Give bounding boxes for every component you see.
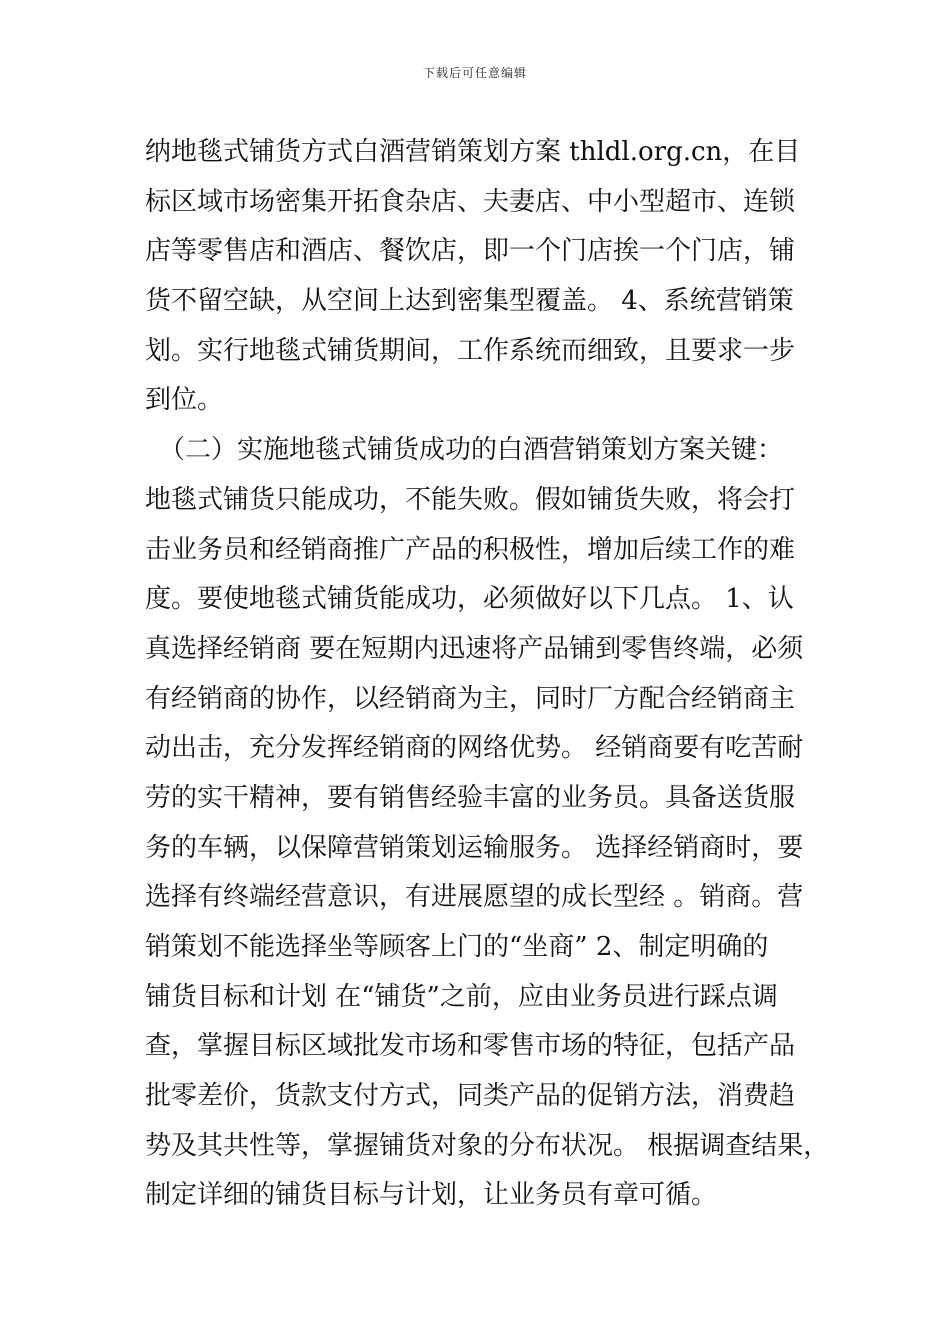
document-body bbox=[145, 128, 830, 1221]
text-line: 铺货目标和计划 在“铺货”之前，应由业务员进行踩点调 bbox=[145, 981, 778, 1012]
text-line: 查，掌握目标区域批发市场和零售市场的特征，包括产品 bbox=[145, 1031, 796, 1062]
text-line: 制定详细的铺货目标与计划，让业务员有章可循。 bbox=[145, 1180, 718, 1211]
text-line: 标区域市场密集开拓食杂店、夫妻店、中小型超市、连锁 bbox=[145, 186, 796, 217]
text-line: 货不留空缺，从空间上达到密集型覆盖。 4、系统营销策 bbox=[145, 286, 794, 317]
text-line: 到位。 bbox=[145, 385, 224, 416]
text-line: 店等零售店和酒店、餐饮店，即一个门店挨一个门店，铺 bbox=[145, 236, 796, 267]
text-line: 劳的实干精神，要有销售经验丰富的业务员。具备送货服 bbox=[145, 782, 796, 813]
text-line: 真选择经销商 要在短期内迅速将产品铺到零售终端，必须 bbox=[145, 633, 804, 664]
text-line: 划。实行地毯式铺货期间，工作系统而细致，且要求一步 bbox=[145, 335, 796, 366]
text-line: 地毯式铺货只能成功，不能失败。假如铺货失败，将会打 bbox=[145, 484, 796, 515]
text-line: 动出击，充分发挥经销商的网络优势。 经销商要有吃苦耐 bbox=[145, 733, 804, 764]
text-line: 选择有终端经营意识，有进展愿望的成长型经 。销商。营 bbox=[145, 882, 804, 913]
text-line: 击业务员和经销商推广产品的积极性，增加后续工作的难 bbox=[145, 534, 796, 565]
text-line: 批零差价，货款支付方式，同类产品的促销方法，消费趋 bbox=[145, 1081, 796, 1112]
text-line: 纳地毯式铺货方式白酒营销策划方案 thldl.org.cn，在目 bbox=[145, 137, 801, 167]
text-line: 有经销商的协作，以经销商为主，同时厂方配合经销商主 bbox=[145, 683, 796, 714]
section-heading: （二）实施地毯式铺货成功的白酒营销策划方案关键： bbox=[159, 435, 784, 466]
text-line: 销策划不能选择坐等顾客上门的“坐商” 2、制定明确的 bbox=[145, 932, 769, 962]
text-line: 势及其共性等，掌握铺货对象的分布状况。 根据调查结果， bbox=[145, 1130, 830, 1161]
page-header: 下载后可任意编辑 bbox=[422, 66, 527, 80]
text-line: 务的车辆，以保障营销策划运输服务。 选择经销商时，要 bbox=[145, 832, 804, 863]
text-line: 度。要使地毯式铺货能成功，必须做好以下几点。 1、认 bbox=[145, 584, 794, 615]
